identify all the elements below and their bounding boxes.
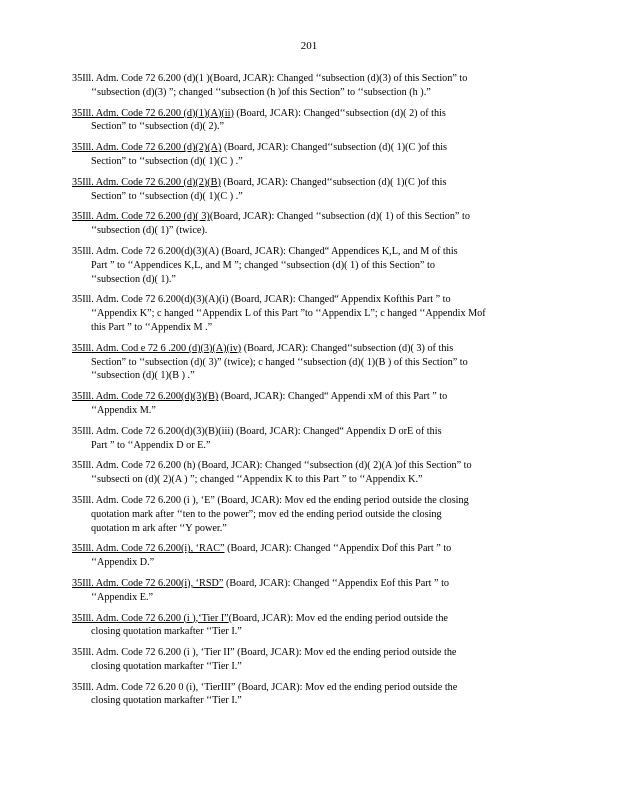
entry-line	[72, 190, 540, 204]
entry-line	[72, 259, 540, 273]
amendment-entry	[72, 494, 540, 535]
line-text: closing quotation markafter ‘‘Tier I.”	[91, 660, 242, 672]
entry-line	[72, 542, 540, 556]
entry-line	[72, 625, 540, 639]
amendment-entry	[72, 72, 540, 100]
entry-line	[72, 660, 540, 674]
amendment-entry	[72, 245, 540, 286]
line-text: quotation mark after ‘‘ten to the power”; mov ed the ending period outside the closing	[91, 508, 442, 520]
amendment-entry	[72, 681, 540, 709]
citation-underlined: 35Ill. Adm. Code 72 6.200 (d)( 3)	[72, 211, 210, 223]
line-text: ‘‘subsecti on (d)( 2)(A ) ”; changed ‘‘Appendix K to this Part ” to ‘‘Appendix K.”	[91, 474, 423, 486]
entry-line	[72, 646, 540, 660]
line-text: ‘‘subsection (d)( 1).”	[91, 273, 176, 285]
amendment-list	[72, 72, 540, 715]
line-text: quotation m ark after ‘‘Y power.”	[91, 522, 227, 534]
line-text: Section” to ‘‘subsection (d)( 1)(C ) .”	[91, 155, 243, 167]
line-text: closing quotation markafter ‘‘Tier I.”	[91, 695, 242, 707]
line-text: Part ” to ‘‘Appendix D or E.”	[91, 439, 211, 451]
citation-underlined: 35Ill. Adm. Cod e 72 6 .200 (d)(3)(A)(iv)	[72, 342, 242, 354]
line-text: ‘‘subsection (d)( 1)” (twice).	[91, 225, 208, 237]
line-text: ‘‘Appendix D.”	[91, 557, 155, 569]
line-text: 35Ill. Adm. Code 72 6.200(d)(3)(B)(iii) (Board, JCAR): Changed“ Appendix D orE of this	[72, 425, 442, 437]
entry-line	[72, 473, 540, 487]
line-text: Part ” to ‘‘Appendices K,L, and M ”; changed ‘‘subsection (d)( 1) of this Section” to	[91, 259, 435, 271]
line-text: ‘‘Appendix E.”	[91, 591, 154, 603]
line-text: (Board, JCAR): Changed ‘‘Appendix Eof this Part ” to	[223, 577, 449, 589]
citation-underlined: 35Ill. Adm. Code 72 6.200(d)(3)(B)	[72, 391, 219, 403]
entry-line	[72, 508, 540, 522]
entry-line	[72, 245, 540, 259]
citation-underlined: 35Ill. Adm. Code 72 6.200 (i ),‘Tier I”	[72, 612, 229, 624]
line-text: 35Ill. Adm. Code 72 6.200 (h) (Board, JCAR): Changed ‘‘subsection (d)( 2)(A )of this Section” to	[72, 460, 472, 472]
line-text: 35Ill. Adm. Code 72 6.200(d)(3)(A)(i) (Board, JCAR): Changed“ Appendix Kofthis Part ” to	[72, 294, 451, 306]
amendment-entry	[72, 577, 540, 605]
entry-line	[72, 307, 540, 321]
entry-line	[72, 404, 540, 418]
entry-line	[72, 120, 540, 134]
entry-line	[72, 155, 540, 169]
line-text: (Board, JCAR): Changed‘‘subsection (d)( 1)(C )of this	[220, 176, 447, 188]
citation-underlined: 35Ill. Adm. Code 72 6.200 (d)(2)(B)	[72, 176, 221, 188]
amendment-entry	[72, 425, 540, 453]
entry-line	[72, 273, 540, 287]
line-text: this Part ” to ‘‘Appendix M .”	[91, 321, 213, 333]
amendment-entry	[72, 612, 540, 640]
citation-underlined: 35Ill. Adm. Code 72 6.200 (d)(1)(A)(ii)	[72, 107, 234, 119]
entry-line	[72, 141, 540, 155]
line-text: (Board, JCAR): Changed‘‘subsection (d)( 1)(C )of this	[221, 142, 447, 154]
entry-line	[72, 86, 540, 100]
amendment-entry	[72, 141, 540, 169]
entry-line	[72, 612, 540, 626]
line-text: closing quotation markafter ‘‘Tier I.”	[91, 626, 242, 638]
entry-line	[72, 107, 540, 121]
amendment-entry	[72, 459, 540, 487]
entry-line	[72, 176, 540, 190]
citation-underlined: 35Ill. Adm. Code 72 6.200(i), ‘RSD”	[72, 577, 224, 589]
amendment-entry	[72, 646, 540, 674]
line-text: (Board, JCAR): Changed‘‘subsection (d)( 3) of this	[241, 342, 454, 354]
amendment-entry	[72, 176, 540, 204]
line-text: 35Ill. Adm. Code 72 6.200 (i ), ‘Tier II” (Board, JCAR): Mov ed the ending period outside the	[72, 647, 457, 659]
line-text: (Board, JCAR): Changed ‘‘Appendix Dof this Part ” to	[224, 543, 452, 555]
line-text: Section” to ‘‘subsection (d)( 3)” (twice); c hanged ‘‘subsection (d)( 1)(B ) of this Section” to	[91, 356, 468, 368]
citation-underlined: 35Ill. Adm. Code 72 6.200 (d)(2)(A)	[72, 142, 222, 154]
line-text: ‘‘Appendix M.”	[91, 404, 156, 416]
page-number: 201	[300, 40, 318, 52]
line-text: (Board, JCAR): Changed“ Appendi xM of this Part ” to	[218, 391, 448, 403]
entry-line	[72, 591, 540, 605]
entry-line	[72, 681, 540, 695]
amendment-entry	[72, 293, 540, 334]
entry-line	[72, 224, 540, 238]
line-text: Section” to ‘‘subsection (d)( 1)(C ) .”	[91, 190, 243, 202]
entry-line	[72, 459, 540, 473]
line-text: ‘‘Appendix K”; c hanged ‘‘Appendix L of this Part ”to ‘‘Appendix L”; c hanged ‘‘Appendix Mof	[91, 308, 486, 320]
entry-line	[72, 72, 540, 86]
line-text: Section” to ‘‘subsection (d)( 2).”	[91, 121, 225, 133]
entry-line	[72, 342, 540, 356]
amendment-entry	[72, 210, 540, 238]
entry-line	[72, 293, 540, 307]
line-text: ‘‘subsection (d)( 1)(B ) .”	[91, 370, 195, 382]
line-text: 35Ill. Adm. Code 72 6.20 0 (i), ‘TierIII” (Board, JCAR): Mov ed the ending period outside the	[72, 681, 458, 693]
entry-line	[72, 210, 540, 224]
line-text: (Board, JCAR): Changed ‘‘subsection (d)( 1) of this Section” to	[209, 211, 470, 223]
line-text: ‘‘subsection (d)(3) ”; changed ‘‘subsection (h )of this Section” to ‘‘subsection (h ).”	[91, 86, 431, 98]
entry-line	[72, 494, 540, 508]
citation-underlined: 35Ill. Adm. Code 72 6.200(i), ‘RAC”	[72, 543, 225, 555]
amendment-entry	[72, 390, 540, 418]
entry-line	[72, 556, 540, 570]
entry-line	[72, 390, 540, 404]
line-text: (Board, JCAR): Mov ed the ending period outside the	[228, 612, 448, 624]
entry-line	[72, 356, 540, 370]
line-text: 35Ill. Adm. Code 72 6.200 (i ), ‘E” (Board, JCAR): Mov ed the ending period outside the closing	[72, 494, 469, 506]
entry-line	[72, 321, 540, 335]
entry-line	[72, 425, 540, 439]
amendment-entry	[72, 342, 540, 383]
entry-line	[72, 694, 540, 708]
line-text: 35Ill. Adm. Code 72 6.200 (d)(1 )(Board, JCAR): Changed ‘‘subsection (d)(3) of this Section” to	[72, 73, 468, 84]
entry-line	[72, 369, 540, 383]
line-text: (Board, JCAR): Changed‘‘subsection (d)( 2) of this	[233, 107, 446, 119]
amendment-entry	[72, 107, 540, 135]
entry-line	[72, 522, 540, 536]
entry-line	[72, 577, 540, 591]
line-text: 35Ill. Adm. Code 72 6.200(d)(3)(A) (Board, JCAR): Changed“ Appendices K,L, and M of this	[72, 245, 458, 257]
entry-line	[72, 439, 540, 453]
amendment-entry	[72, 542, 540, 570]
